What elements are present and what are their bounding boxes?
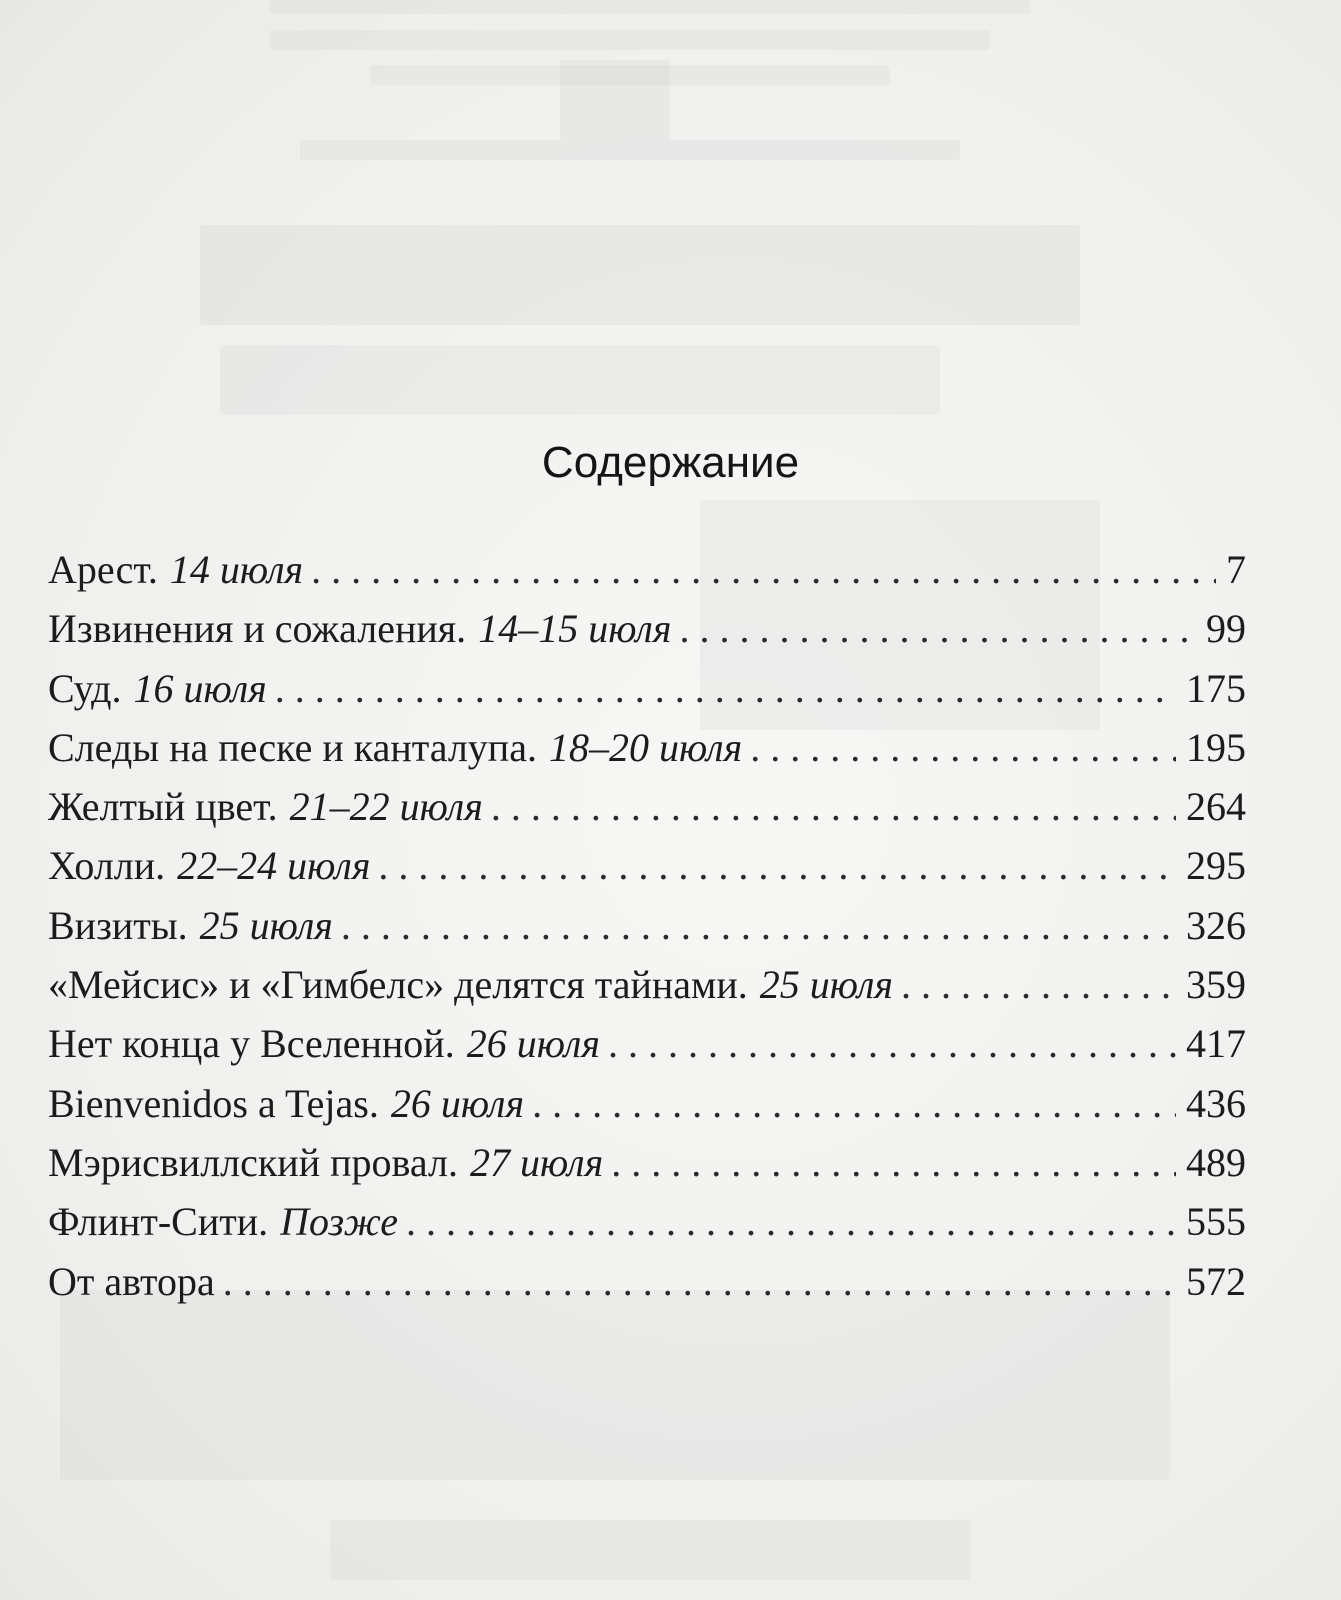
bleed-through-text (330, 1520, 970, 1580)
page-number: 572 (1186, 1258, 1246, 1304)
chapter-title: Bienvenidos a Tejas. (48, 1080, 379, 1126)
chapter-title: Мэрисвиллский провал. (48, 1139, 458, 1185)
chapter-title: Визиты. (48, 902, 188, 948)
dot-leader (608, 1014, 1176, 1073)
dot-leader (275, 659, 1176, 718)
chapter-date: 16 июля (133, 665, 267, 711)
contents-heading: Содержание (541, 438, 800, 487)
dot-leader (679, 599, 1196, 658)
chapter-date: 22–24 июля (177, 843, 371, 889)
dot-leader (406, 1192, 1176, 1251)
page-number: 489 (1186, 1139, 1246, 1185)
dot-leader (750, 718, 1176, 777)
bleed-through-text (220, 345, 940, 415)
page-number: 326 (1186, 902, 1246, 948)
toc-entry (48, 599, 1246, 658)
bleed-through-text (60, 1290, 1170, 1480)
dot-leader (611, 1133, 1176, 1192)
chapter-title: «Мейсис» и «Гимбелс» делятся тайнами. (48, 962, 748, 1008)
toc-entry (48, 1014, 1246, 1073)
chapter-date: 18–20 июля (548, 724, 743, 770)
chapter-date: 26 июля (390, 1080, 525, 1126)
page-number: 195 (1186, 724, 1246, 770)
chapter-date: 25 июля (199, 902, 333, 948)
chapter-date: 26 июля (466, 1021, 600, 1067)
chapter-title: Желтый цвет. (48, 784, 278, 830)
toc-entry (48, 659, 1246, 718)
chapter-title: Арест. (48, 547, 158, 592)
page-number: 175 (1186, 665, 1246, 711)
bleed-through-text (270, 0, 1030, 14)
dot-leader (311, 540, 1216, 599)
chapter-title: От автора (48, 1258, 215, 1304)
dot-leader (341, 896, 1176, 955)
chapter-title: Нет конца у Вселенной. (48, 1021, 455, 1067)
bleed-through-logo (560, 60, 670, 140)
chapter-title: Суд. (48, 665, 122, 711)
toc-entry (48, 836, 1246, 895)
chapter-date: Позже (280, 1199, 399, 1245)
page-number: 99 (1206, 606, 1246, 652)
toc-entry (48, 896, 1246, 955)
chapter-title: Холли. (48, 843, 166, 889)
bleed-through-title (200, 225, 1080, 325)
chapter-date: 21–22 июля (289, 784, 483, 830)
page-number: 436 (1186, 1080, 1246, 1126)
bleed-through-text (300, 140, 960, 160)
dot-leader (223, 1252, 1176, 1311)
dot-leader (378, 836, 1176, 895)
toc-entry (48, 1252, 1246, 1311)
chapter-date: 27 июля (469, 1139, 604, 1185)
toc-entry (48, 1192, 1246, 1251)
page-number: 555 (1186, 1199, 1246, 1245)
chapter-title: Флинт-Сити. (48, 1199, 269, 1245)
page-number: 359 (1186, 962, 1246, 1008)
dot-leader (491, 777, 1176, 836)
chapter-date: 14 июля (169, 547, 304, 592)
chapter-title: Извинения и сожаления. (48, 606, 467, 652)
chapter-title: Следы на песке и канталупа. (48, 724, 537, 770)
dot-leader (532, 1074, 1176, 1133)
toc-entry (48, 777, 1246, 836)
toc-entry (48, 1133, 1246, 1192)
chapter-date: 14–15 июля (478, 606, 672, 652)
toc-entry (48, 718, 1246, 777)
toc-entry (48, 1074, 1246, 1133)
toc-entry (48, 540, 1246, 599)
dot-leader (901, 955, 1176, 1014)
page-number: 264 (1186, 784, 1246, 830)
bleed-through-text (270, 30, 990, 50)
toc-entry (48, 955, 1246, 1014)
page-number: 7 (1226, 547, 1246, 592)
chapter-date: 25 июля (759, 962, 893, 1008)
page-number: 295 (1186, 843, 1246, 889)
table-of-contents (48, 540, 1246, 1311)
page-number: 417 (1186, 1021, 1246, 1067)
